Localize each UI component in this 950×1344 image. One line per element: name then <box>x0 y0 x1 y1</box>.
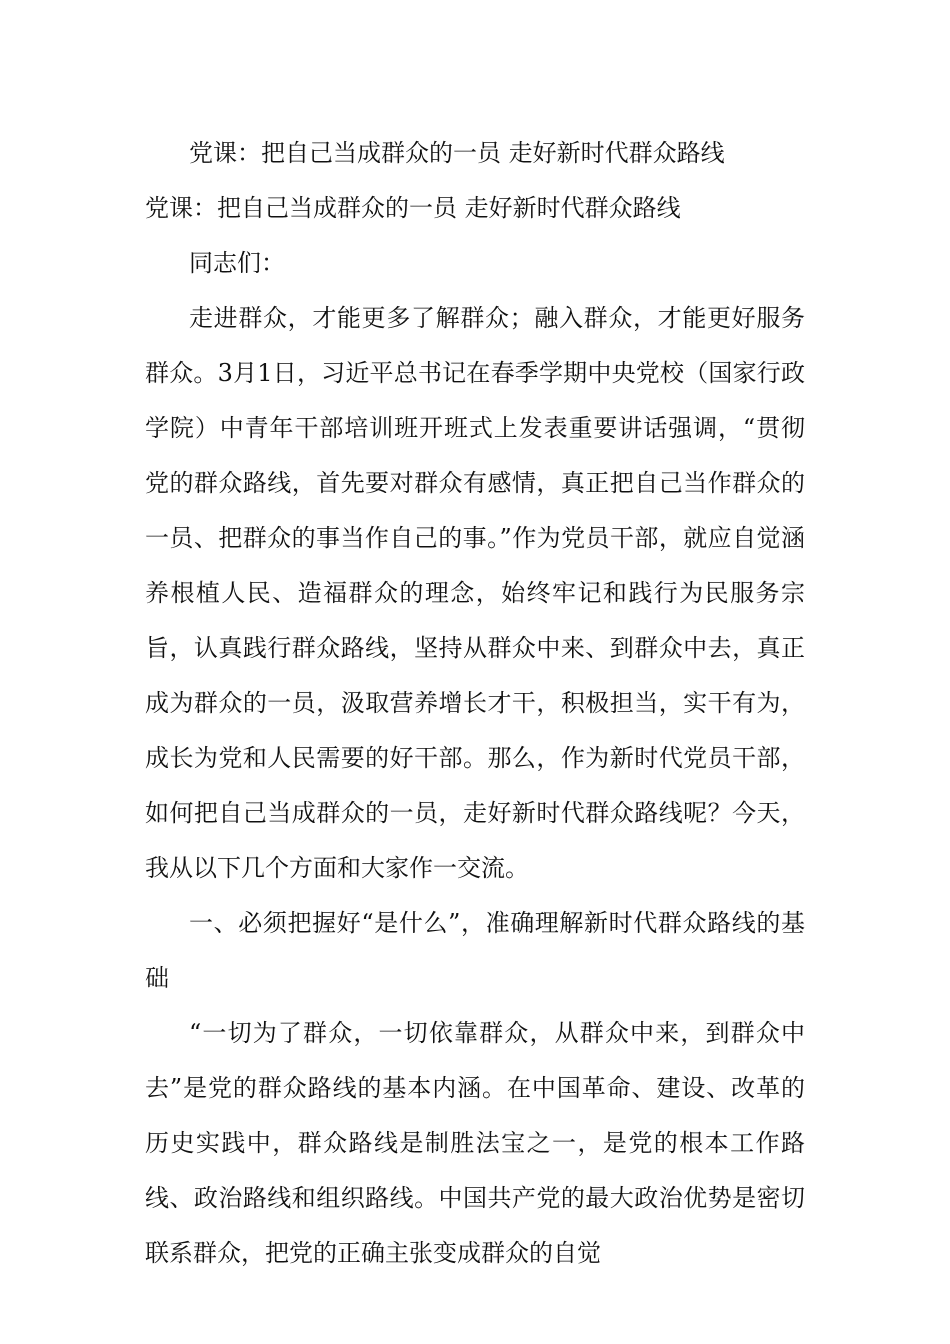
document-subheading: 党课：把自己当成群众的一员 走好新时代群众路线 <box>145 194 681 222</box>
document-heading: 党课：把自己当成群众的一员 走好新时代群众路线 <box>189 139 725 167</box>
salutation-paragraph: 同志们： <box>189 249 285 277</box>
intro-paragraph: 走进群众，才能更多了解群众；融入群众，才能更好服务群众。3月1日，习近平总书记在春季学期中央党校（国家行政学院）中青年干部培训班开班式上发表重要讲话强调，“贯彻党的群众路线，首先要对群众有感情，真正把自己当作群众的一员、把群众的事当作自己的事。”作为党员干部，就应自觉涵养根植人民、造福群众的理念，始终牢记和践行为民服务宗旨，认真践行群众路线，坚持从群众中来、到群众中去，真正成为群众的一员，汲取营养增长才干，积极担当，实干有为，成长为党和人民需要的好干部。那么，作为新时代党员干部，如何把自己当成群众的一员，走好新时代群众路线呢？今天，我从以下几个方面和大家作一交流。 <box>145 304 805 882</box>
section-1-paragraph: “一切为了群众，一切依靠群众，从群众中来，到群众中去”是党的群众路线的基本内涵。在中国革命、建设、改革的历史实践中，群众路线是制胜法宝之一，是党的根本工作路线、政治路线和组织路线。中国共产党的最大政治优势是密切联系群众，把党的正确主张变成群众的自觉 <box>145 1019 805 1267</box>
section-heading-1: 一、必须把握好“是什么”，准确理解新时代群众路线的基础 <box>145 909 805 992</box>
document-body <box>145 126 805 1281</box>
